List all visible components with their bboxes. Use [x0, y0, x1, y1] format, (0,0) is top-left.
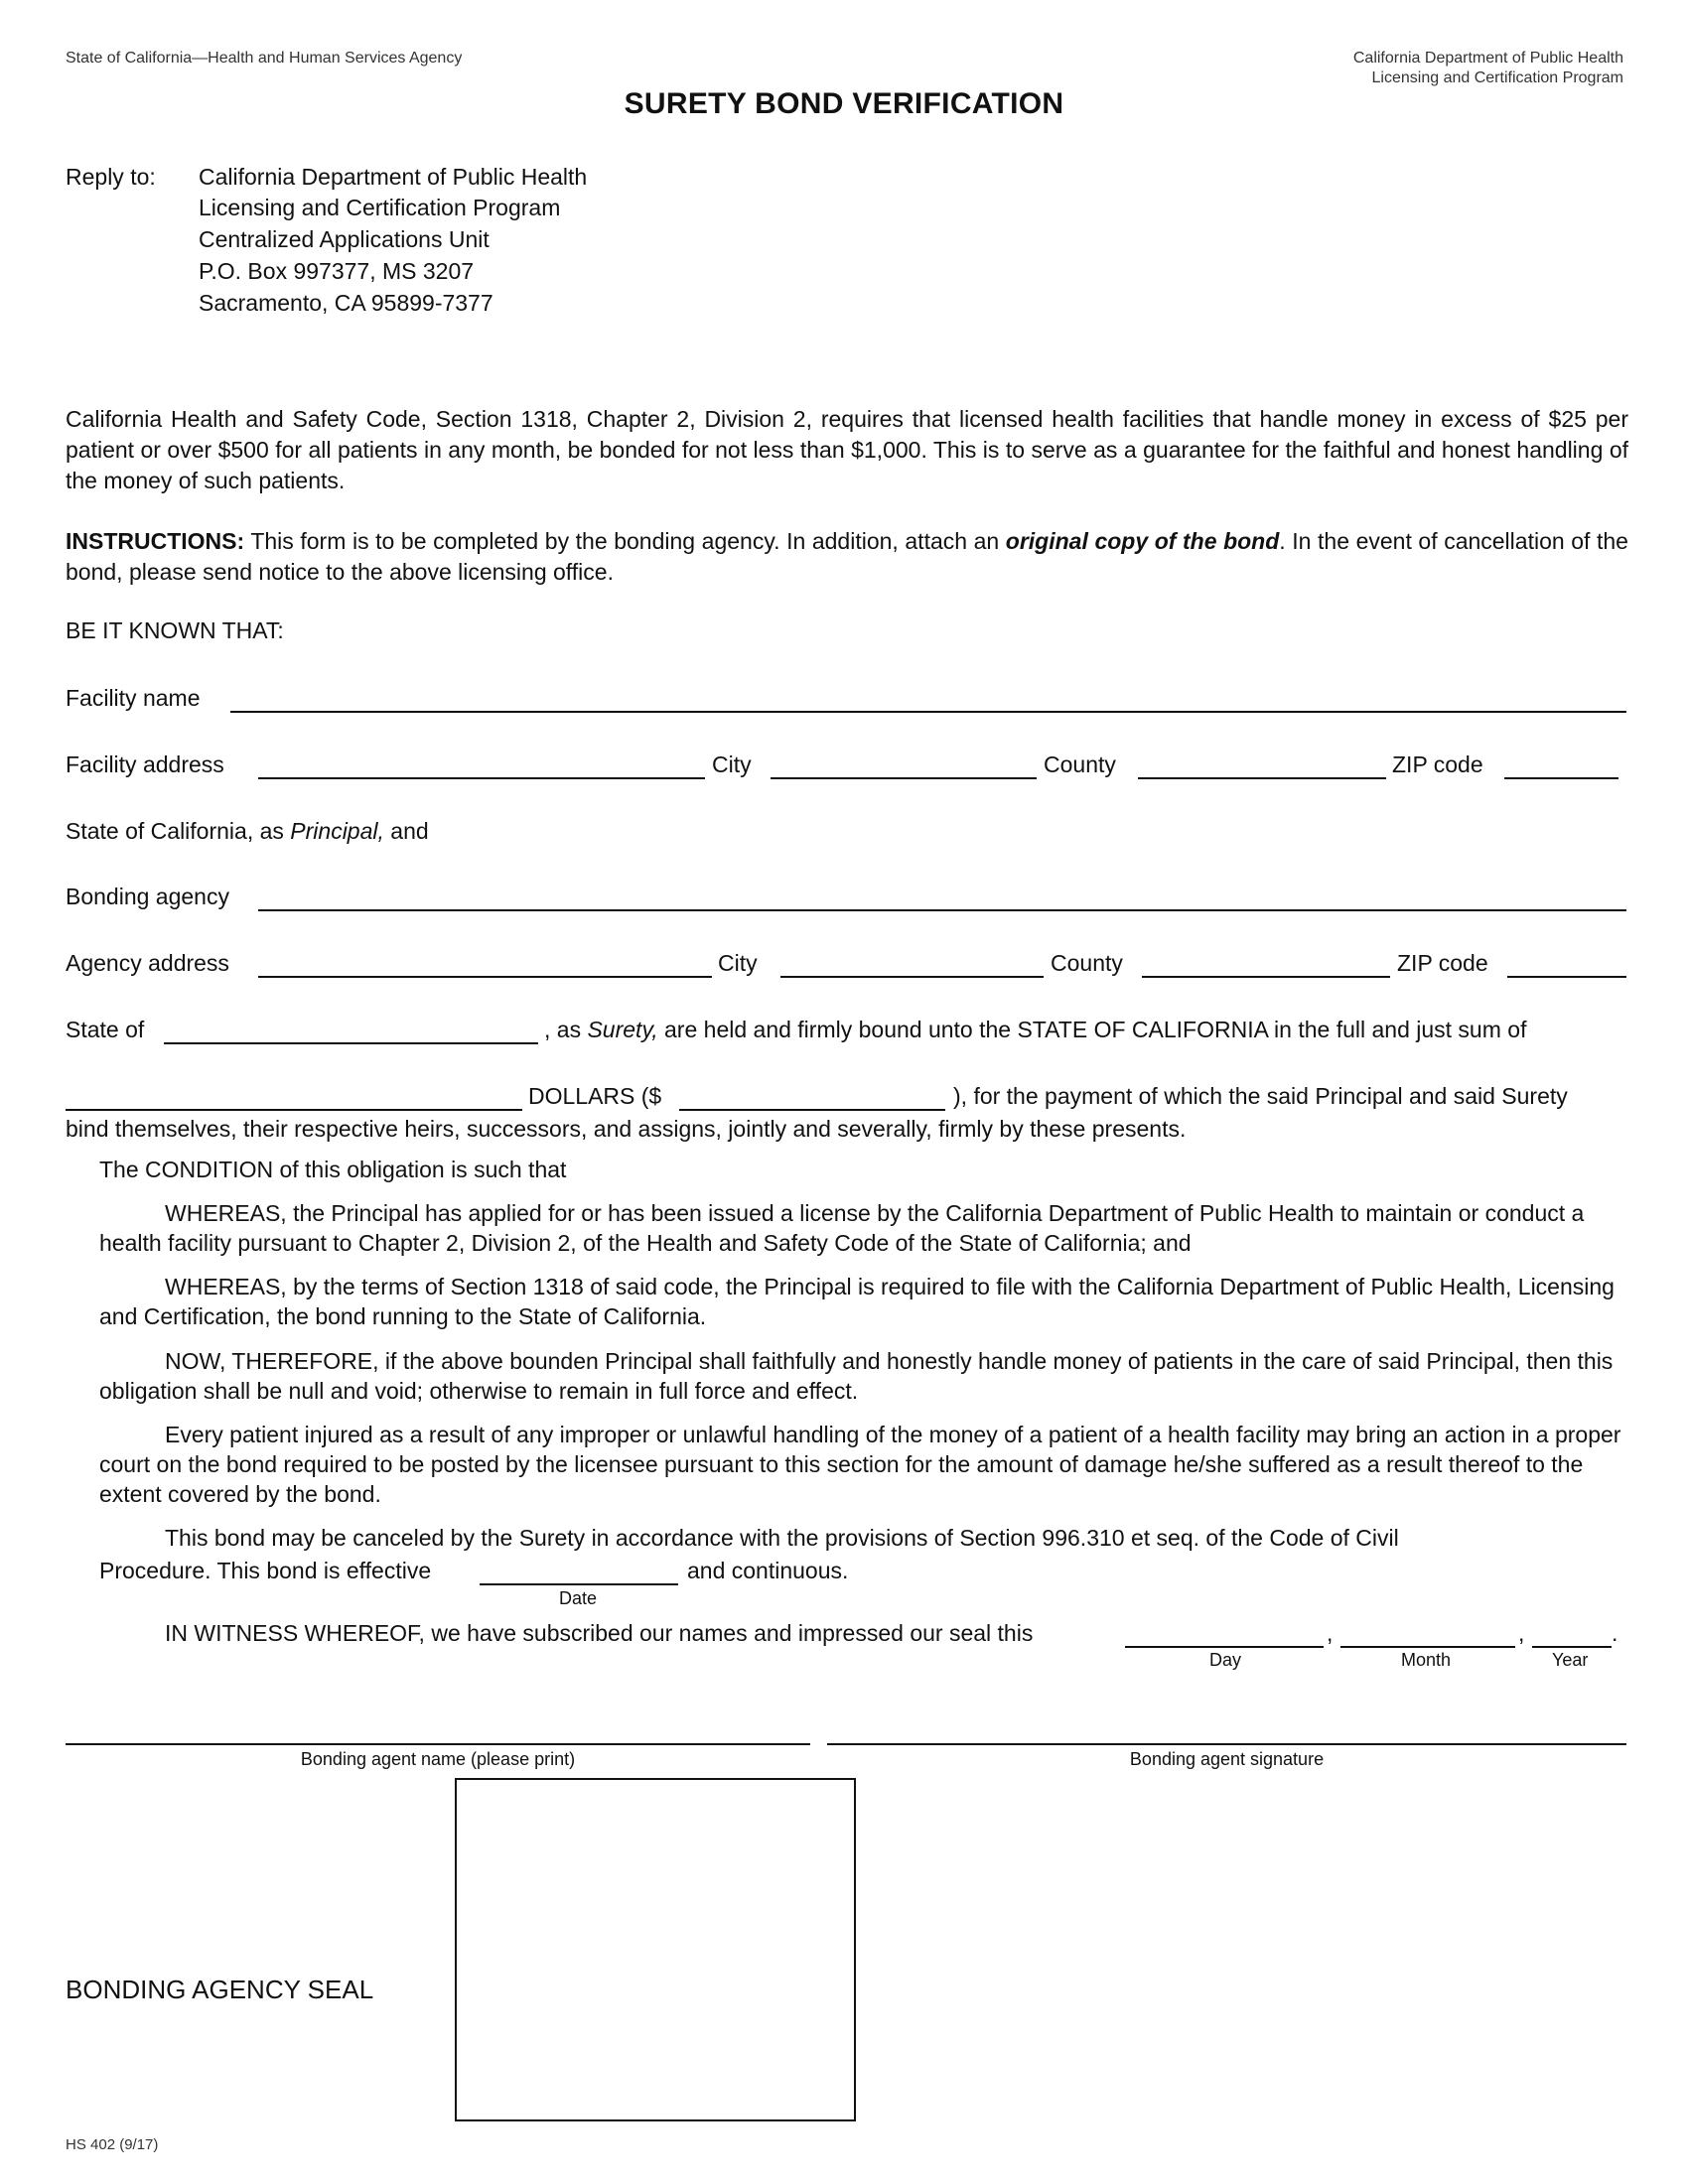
principal-post: and: [383, 818, 429, 844]
reply-to-line: California Department of Public Health: [199, 164, 588, 190]
program-name: Licensing and Certification Program: [1371, 69, 1623, 86]
principal-pre: State of California, as: [66, 818, 291, 844]
condition-text: The CONDITION of this obligation is such that: [99, 1157, 567, 1182]
agency-county-field[interactable]: [1142, 976, 1390, 978]
witness-month-field[interactable]: [1340, 1646, 1515, 1648]
witness-text: IN WITNESS WHEREOF, we have subscribed our names and impressed our seal this: [165, 1620, 1034, 1646]
seal-label: BONDING AGENCY SEAL: [66, 1975, 374, 2004]
amount-number-field[interactable]: [679, 1109, 945, 1111]
instructions-text-end: . In the event of cancellation of the bond, please send notice to the above licensing office.: [66, 528, 1628, 585]
surety-em: Surety,: [587, 1017, 658, 1042]
facility-address-label: Facility address: [66, 751, 224, 777]
whereas-clause-2: [99, 1272, 1638, 1331]
witness-day-field[interactable]: [1125, 1646, 1324, 1648]
amount-words-field[interactable]: [66, 1109, 522, 1111]
cancel-text-line1: This bond may be canceled by the Surety in accordance with the provisions of Section 996.310 et seq. of the Code of Civil: [165, 1525, 1399, 1551]
agent-signature-field[interactable]: [827, 1743, 1626, 1745]
agency-zip-label: ZIP code: [1397, 950, 1488, 976]
form-title: SURETY BOND VERIFICATION: [624, 87, 1064, 120]
agent-name-label: Bonding agent name (please print): [300, 1749, 576, 1769]
surety-post: are held and firmly bound unto the STATE OF CALIFORNIA in the full and just sum of: [657, 1017, 1527, 1042]
patient-injury-clause: [99, 1420, 1638, 1509]
state-of-label: State of: [66, 1017, 145, 1042]
reply-to-label: Reply to:: [66, 164, 156, 190]
facility-county-label: County: [1044, 751, 1116, 777]
department-name: California Department of Public Health: [1352, 50, 1623, 67]
payment-text: ), for the payment of which the said Principal and said Surety: [953, 1083, 1568, 1109]
facility-county-field[interactable]: [1138, 777, 1386, 779]
cancel-text-line2-end: and continuous.: [687, 1558, 849, 1583]
agency-address-label: Agency address: [66, 950, 229, 976]
agency-address-field[interactable]: [258, 976, 712, 978]
facility-city-label: City: [712, 751, 752, 777]
agent-signature-label: Bonding agent signature: [1129, 1749, 1325, 1769]
surety-text: [544, 1015, 1526, 1045]
clause-text: WHEREAS, the Principal has applied for or has been issued a license by the California Department of Public Health to maintain or conduct a health facility pursuant to Chapter 2, Division 2, of the Health and Safety Code of the State of California; and: [99, 1200, 1585, 1256]
instructions-text: This form is to be completed by the bonding agency. In addition, attach an: [244, 528, 1006, 554]
day-label: Day: [1209, 1650, 1242, 1670]
dollars-label: DOLLARS ($: [528, 1083, 662, 1109]
principal-em: Principal,: [290, 818, 384, 844]
date-label: Date: [559, 1588, 598, 1608]
clause-text: NOW, THEREFORE, if the above bounden Principal shall faithfully and honestly handle money of patients in the care of said Principal, then this obligation shall be null and void; otherwise to remain in full force and effect.: [99, 1348, 1614, 1404]
intro-paragraph: California Health and Safety Code, Section 1318, Chapter 2, Division 2, requires that licensed health facilities that handle money in excess of $25 per patient or over $500 for all patients in any month, be bonded for not less than $1,000. This is to serve as a guarantee for the faithful and honest handling of the money of such patients.: [66, 406, 1628, 493]
instructions-paragraph: [66, 526, 1628, 588]
agent-name-field[interactable]: [66, 1743, 810, 1745]
seal-box[interactable]: [455, 1778, 856, 2121]
instructions-emphasis: original copy of the bond: [1005, 528, 1280, 554]
now-therefore-clause: [99, 1346, 1638, 1406]
clause-text: WHEREAS, by the terms of Section 1318 of said code, the Principal is required to file with the California Department of Public Health, Licensing and Certification, the bond running to the State of California.: [99, 1274, 1615, 1329]
witness-year-field[interactable]: [1532, 1646, 1612, 1648]
agency-zip-field[interactable]: [1507, 976, 1626, 978]
agency-county-label: County: [1051, 950, 1123, 976]
surety-pre: , as: [544, 1017, 588, 1042]
witness-period: .: [1612, 1620, 1618, 1646]
clause-text: Every patient injured as a result of any improper or unlawful handling of the money of a patient of a health facility may bring an action in a proper court on the bond required to be posted by the licensee pursuant to this section for the amount of damage he/she suffered as a result thereof to the extent covered by the bond.: [99, 1422, 1621, 1507]
be-it-known: BE IT KNOWN THAT:: [66, 617, 284, 643]
facility-zip-label: ZIP code: [1392, 751, 1483, 777]
month-label: Month: [1401, 1650, 1452, 1670]
reply-to-line: Centralized Applications Unit: [199, 226, 490, 252]
facility-city-field[interactable]: [771, 777, 1037, 779]
reply-to-line: Sacramento, CA 95899-7377: [199, 290, 493, 316]
reply-to-line: Licensing and Certification Program: [199, 195, 561, 220]
cancel-text-line2: Procedure. This bond is effective: [99, 1558, 432, 1583]
principal-text: [66, 816, 429, 847]
facility-zip-field[interactable]: [1504, 777, 1618, 779]
agency-name: State of California—Health and Human Services Agency: [66, 50, 463, 67]
form-number: HS 402 (9/17): [66, 2136, 159, 2153]
facility-address-field[interactable]: [258, 777, 705, 779]
facility-name-label: Facility name: [66, 685, 201, 711]
agency-city-field[interactable]: [780, 976, 1044, 978]
effective-date-field[interactable]: [480, 1583, 678, 1585]
bind-text: bind themselves, their respective heirs, successors, and assigns, jointly and severally, firmly by these presents.: [66, 1116, 1187, 1142]
agency-city-label: City: [718, 950, 758, 976]
instructions-label: INSTRUCTIONS:: [66, 528, 245, 554]
whereas-clause-1: [99, 1198, 1638, 1258]
bonding-agency-label: Bonding agency: [66, 884, 229, 909]
bonding-agency-field[interactable]: [258, 909, 1626, 911]
reply-to-line: P.O. Box 997377, MS 3207: [199, 258, 475, 284]
year-label: Year: [1552, 1650, 1589, 1670]
facility-name-field[interactable]: [230, 711, 1626, 713]
surety-state-field[interactable]: [164, 1042, 538, 1044]
witness-comma: ,: [1327, 1620, 1334, 1646]
witness-comma: ,: [1518, 1620, 1525, 1646]
